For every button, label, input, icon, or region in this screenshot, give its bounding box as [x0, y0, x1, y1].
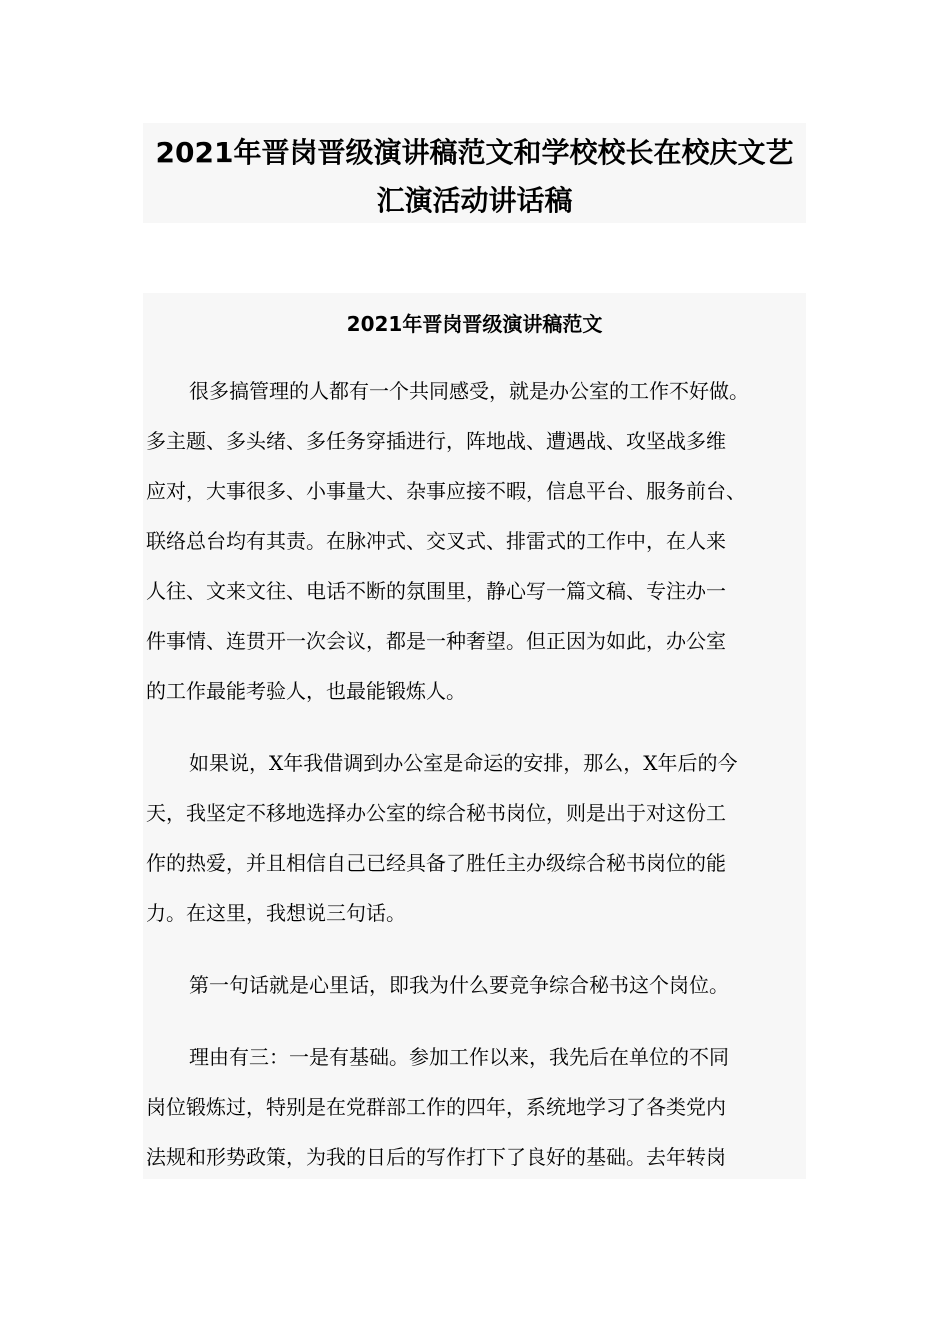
paragraph-line: 第一句话就是心里话，即我为什么要竞争综合秘书这个岗位。 — [189, 973, 729, 997]
paragraph-line: 件事情、连贯开一次会议，都是一种奢望。但正因为如此，办公室 — [146, 629, 726, 653]
document-title-line-1: 2021年晋岗晋级演讲稿范文和学校校长在校庆文艺 — [155, 136, 794, 169]
paragraph-line: 很多搞管理的人都有一个共同感受，就是办公室的工作不好做。 — [189, 379, 749, 403]
paragraph-line: 联络总台均有其责。在脉冲式、交叉式、排雷式的工作中，在人来 — [146, 529, 726, 553]
document-title-block — [143, 123, 806, 223]
paragraph-line: 多主题、多头绪、多任务穿插进行，阵地战、遭遇战、攻坚战多维 — [146, 429, 726, 453]
document-title-line-2: 汇演活动讲话稿 — [376, 184, 573, 217]
paragraph-line: 如果说，X年我借调到办公室是命运的安排，那么，X年后的今 — [189, 751, 738, 775]
paragraph-line: 力。在这里，我想说三句话。 — [146, 901, 406, 925]
paragraph-line: 天，我坚定不移地选择办公室的综合秘书岗位，则是出于对这份工 — [146, 801, 726, 825]
paragraph-line: 法规和形势政策，为我的日后的写作打下了良好的基础。去年转岗 — [146, 1145, 726, 1169]
paragraph-line: 岗位锻炼过，特别是在党群部工作的四年，系统地学习了各类党内 — [146, 1095, 726, 1119]
paragraph-line: 人往、文来文往、电话不断的氛围里，静心写一篇文稿、专注办一 — [146, 579, 726, 603]
paragraph-line: 作的热爱，并且相信自己已经具备了胜任主办级综合秘书岗位的能 — [146, 851, 726, 875]
paragraph-line: 理由有三：一是有基础。参加工作以来，我先后在单位的不同 — [189, 1045, 729, 1069]
section-title: 2021年晋岗晋级演讲稿范文 — [346, 312, 603, 336]
paragraph-line: 应对，大事很多、小事量大、杂事应接不暇，信息平台、服务前台、 — [146, 479, 746, 503]
paragraph-line: 的工作最能考验人，也最能锻炼人。 — [146, 679, 466, 703]
document-body — [143, 293, 806, 1179]
